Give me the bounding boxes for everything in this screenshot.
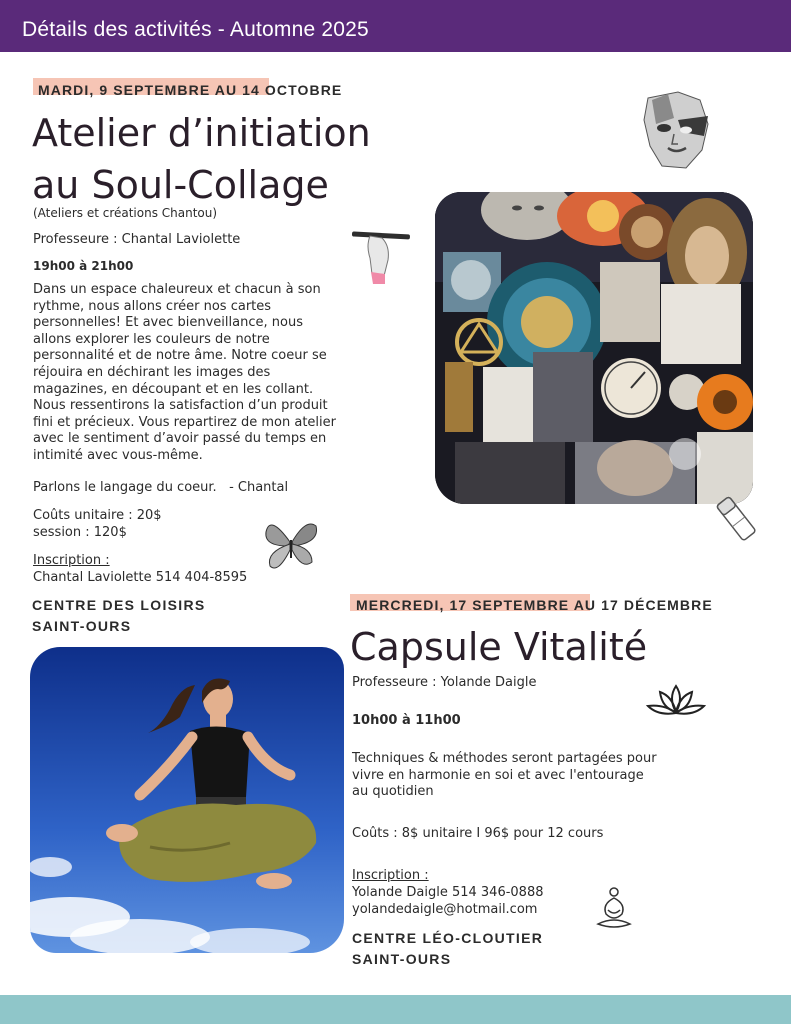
activity2-title: Capsule Vitalité — [350, 625, 648, 669]
activity2-cost: Coûts : 8$ unitaire I 96$ pour 12 cours — [352, 826, 604, 841]
footer-bar — [0, 995, 791, 1024]
description-line: avec le sentiment d’avoir passé du temps en — [33, 431, 327, 447]
activity1-inscription-contact: Chantal Laviolette 514 404-8595 — [33, 570, 248, 585]
activity2-time: 10h00 à 11h00 — [352, 713, 461, 728]
description-line: Nous ressentirons la satisfaction d’un produit — [33, 398, 328, 414]
description-line: magazines, en découpant et en les collant. — [33, 381, 314, 397]
activity2-dates: MERCREDI, 17 SEPTEMBRE AU 17 DÉCEMBRE — [356, 597, 713, 613]
activity2-location-line1: CENTRE LÉO-CLOUTIER — [352, 930, 544, 946]
activity1-dates: MARDI, 9 SEPTEMBRE AU 14 OCTOBRE — [38, 82, 343, 98]
activity2-location-line2: SAINT-OURS — [352, 951, 452, 967]
description-line: allons explorer les couleurs de notre — [33, 331, 270, 347]
description-line: réjouira en déchirant les images des — [33, 364, 271, 380]
activity1-inscription-label: Inscription : — [33, 553, 110, 568]
header-bar — [0, 0, 791, 52]
face-collage-icon — [638, 90, 712, 172]
lotus-icon — [644, 682, 708, 720]
description-line: personnelles! Et avec bienveillance, nous — [33, 315, 303, 331]
activity1-location-line2: SAINT-OURS — [32, 618, 132, 634]
activity2-teacher: Professeure : Yolande Daigle — [352, 675, 537, 690]
activity2-inscription-contact: Yolande Daigle 514 346-0888 — [352, 885, 544, 900]
page-title: Détails des activités - Automne 2025 — [22, 18, 369, 41]
activity2-inscription-email: yolandedaigle@hotmail.com — [352, 902, 538, 917]
hand-pen-icon — [352, 224, 412, 286]
description-line: Dans un espace chaleureux et chacun à son — [33, 282, 321, 297]
activity1-location-line1: CENTRE DES LOISIRS — [32, 597, 206, 613]
activity1-subtitle: (Ateliers et créations Chantou) — [33, 206, 218, 220]
soul-collage-image — [435, 192, 753, 504]
activity1-description — [33, 282, 343, 465]
meditation-photo — [30, 647, 344, 953]
description-line: intimité avec vous-même. — [33, 447, 203, 463]
activity1-quote: Parlons le langage du coeur. - Chantal — [33, 480, 289, 495]
description-line: Techniques & méthodes seront partagées pour — [352, 751, 657, 766]
description-line: vivre en harmonie en soi et avec l'entourage — [352, 767, 644, 783]
activity1-cost-session: session : 120$ — [33, 525, 127, 540]
activity1-title-line2: au Soul-Collage — [32, 163, 329, 207]
butterfly-icon — [262, 512, 320, 574]
activity1-cost-unit: Coûts unitaire : 20$ — [33, 508, 162, 523]
activity1-teacher: Professeure : Chantal Laviolette — [33, 232, 241, 247]
description-line: rythme, nous allons créer nos cartes — [33, 298, 272, 314]
description-line: au quotidien — [352, 784, 434, 800]
activity2-inscription-label: Inscription : — [352, 868, 429, 883]
description-line: personnalité et de notre âme. Notre coeur se — [33, 348, 327, 364]
activity1-title-line1: Atelier d’initiation — [32, 111, 371, 155]
description-line: fini et précieux. Vous repartirez de mon atelier — [33, 414, 336, 430]
activity1-time: 19h00 à 21h00 — [33, 259, 134, 273]
glue-stick-icon — [712, 492, 764, 550]
meditation-icon — [594, 886, 634, 932]
activity2-description — [352, 751, 692, 801]
